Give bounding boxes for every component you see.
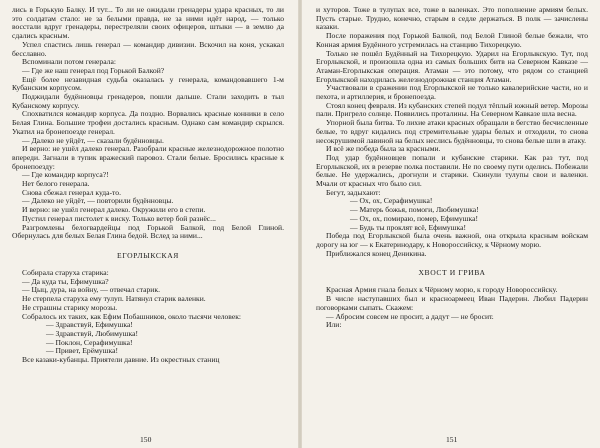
paragraph: И верно: не ушёл далеко генерал. Разобрали красные железнодорожное полотно впереди. Загнали в тупик вражеский паровоз. Стали белые. Бросились красные к бронепоезду: <box>12 144 284 171</box>
paragraph: Не страшны старику морозы. <box>22 302 118 312</box>
paragraph: Собралось их таких, как Ефим Побашников, около тысячи человек: <box>22 311 242 321</box>
paragraph: — Да куда ты, Ефимушка? <box>22 276 109 286</box>
paragraph: — Матерь божья, помоги, Любимушка! <box>350 205 479 215</box>
paragraph: Только не пошёл Будённый на Тихорецкую. Ударил на Егорлыкскую. Тут, под Егорлыкской, и произошла одна из самых больших битв на Северном Кавказе — Атаман-Егорлыкская операция. Атаман — это потому, что рядом со станцией Егорлыкской находилась железнодорожная станция Атаман. <box>316 48 588 84</box>
paragraph: Победа под Егорлыкской была очень важной, она открыла красным войскам дорогу на юг — к Екатеринодару, к Новороссийску, к Чёрному морю. <box>316 231 588 249</box>
paragraph: И всё же победа была за красными. <box>326 144 441 154</box>
paragraph: Разгромлены белогвардейцы под Горькой Балкой, под Белой Глиной. Обернулась для белых Белая Глина бедой. Вслед за ними... <box>12 222 284 241</box>
paragraph: Все казаки-кубанцы. Приятели давние. Из окрестных станиц <box>22 355 220 365</box>
paragraph: Пустил генерал пистолет к виску. Только ветер бой разнёс... <box>22 213 216 223</box>
paragraph: — Цыц, дура, на войну, — отвечал старик. <box>22 285 160 295</box>
paragraph: Под удар будённовцев попали и кубанские старики. Как раз тут, под Егорлыкской, их в резерве полка поставили. Не по своему пути оделись. Побежали белые. Не удержались, дрогнули и старики. Скинули тулупы свои и валенки. Мчали от красных что было сил. <box>316 152 588 189</box>
left-page-text-bottom <box>12 269 284 365</box>
paragraph: В числе наступавших был и красноармеец Иван Падерин. Любил Падерин поговорками сыпать. Скажем: <box>316 294 588 312</box>
page-number-left: 150 <box>140 435 152 444</box>
paragraph: — Абросим совсем не просит, а дадут — не бросит. <box>326 311 494 321</box>
paragraph: — Где командир корпуса?! <box>22 170 109 180</box>
right-page-text-top <box>316 6 588 258</box>
left-page-text-top <box>12 6 284 241</box>
paragraph: Не стерпела старуха ему тулуп. Натянул старик валенки. <box>22 294 206 304</box>
chapter-title-khvost-i-griva: ХВОСТ И ГРИВА <box>418 268 486 278</box>
paragraph: Бегут, задыхают: <box>326 187 381 197</box>
paragraph: — Далеко не уйдёт, — сказали будённовцы. <box>22 135 164 145</box>
paragraph: Нет белого генерала. <box>22 179 90 189</box>
paragraph: лись в Горькую Балку. И тут... То ли не ожидали гренадеры удара красных, то ли это солдатам стало: не за белыми правда, не за ними идёт народ, — только восстали вдруг гренадеры, перестреляли своих офицеров, штыки — в землю да сдались красным. <box>12 5 284 41</box>
paragraph: Спохватился командир корпуса. Да поздно. Ворвались красные конники в село Белая Глина. Большие трофеи достались красным. Однако сам командир скрылся. Укатил на бронепоезде генерал. <box>12 109 284 136</box>
paragraph: Упорной была битва. То лихие атаки красных обращали в бегство бесчисленные белые, то вдруг кидались под стремительные удары белых и отходили, то снова несокрушимой лавиной на белых неслись будённовцы, то снова белые шли в атаку. <box>316 118 588 145</box>
paragraph: И верно: не ушёл генерал далеко. Окружили его в степи. <box>22 205 206 215</box>
paragraph: — Далеко не уйдёт, — повторили будённовцы. <box>22 196 174 206</box>
paragraph: — Здравствуй, Любимушка! <box>46 328 139 338</box>
page-number-right: 151 <box>446 435 458 444</box>
paragraph: — Где же наш генерал под Горькой Балкой? <box>22 65 165 75</box>
paragraph: Приближался конец Деникина. <box>326 248 427 258</box>
paragraph: — Поклон, Серафимушка! <box>46 337 133 347</box>
chapter-title-egorlykskaya: ЕГОРЛЫКСКАЯ <box>117 250 179 260</box>
paragraph: Стоял конец февраля. Из кубанских степей подул тёплый южный ветер. Морозы пали. Пригрело солнце. Появились проталины. На Северном Кавказе шла весна. <box>316 100 588 119</box>
paragraph: Вспоминали потом генерала: <box>22 57 116 67</box>
right-page-text-bottom <box>316 286 588 330</box>
paragraph: Собирала старуха старика: <box>22 267 109 277</box>
paragraph: Успел спастись лишь генерал — командир дивизии. Вскочил на коня, ускакал бесславно. <box>12 39 284 58</box>
paragraph: После поражения под Горькой Балкой, под Белой Глиной белые бежали, что Конная армия Будённого устремилась на станцию Тихорецкую. <box>316 31 588 49</box>
paragraph: Участвовали в сражении под Егорлыкской не только кавалерийские части, но и пехота, и артиллерия, и бронепоезда. <box>316 83 588 102</box>
paragraph: Или: <box>326 320 342 330</box>
paragraph: — Будь ты проклят всё, Ефимушка! <box>350 222 466 232</box>
paragraph: Ещё более незавидная судьба оказалась у генерала, командовавшего 1-м Кубанским корпусом. <box>12 74 284 93</box>
paragraph: — Здравствуй, Ефимушка! <box>46 320 133 330</box>
paragraph: и хуторов. Тоже в тулупах все, тоже в валенках. Это пополнение армиям белых. Пусть старые. Трудно, конечно, старым в седле держаться. В полк — зачислены казаки. <box>316 5 588 32</box>
paragraph: Снова сбежал генерал куда-то. <box>22 187 121 197</box>
paragraph: — Ох, ох, Серафимушка! <box>350 196 433 206</box>
paragraph: Красная Армия гнала белых к Чёрному морю, к городу Новороссийску. <box>326 285 558 295</box>
right-page <box>300 0 600 448</box>
paragraph: — Привет, Ерёмушка! <box>46 346 119 356</box>
paragraph: Поджидали будённовцы гренадеров, пошли дальше. Стали заходить в тыл Кубанскому корпусу. <box>12 92 284 110</box>
paragraph: — Ох, ох, помираю, помер, Ефимушка! <box>350 213 479 223</box>
